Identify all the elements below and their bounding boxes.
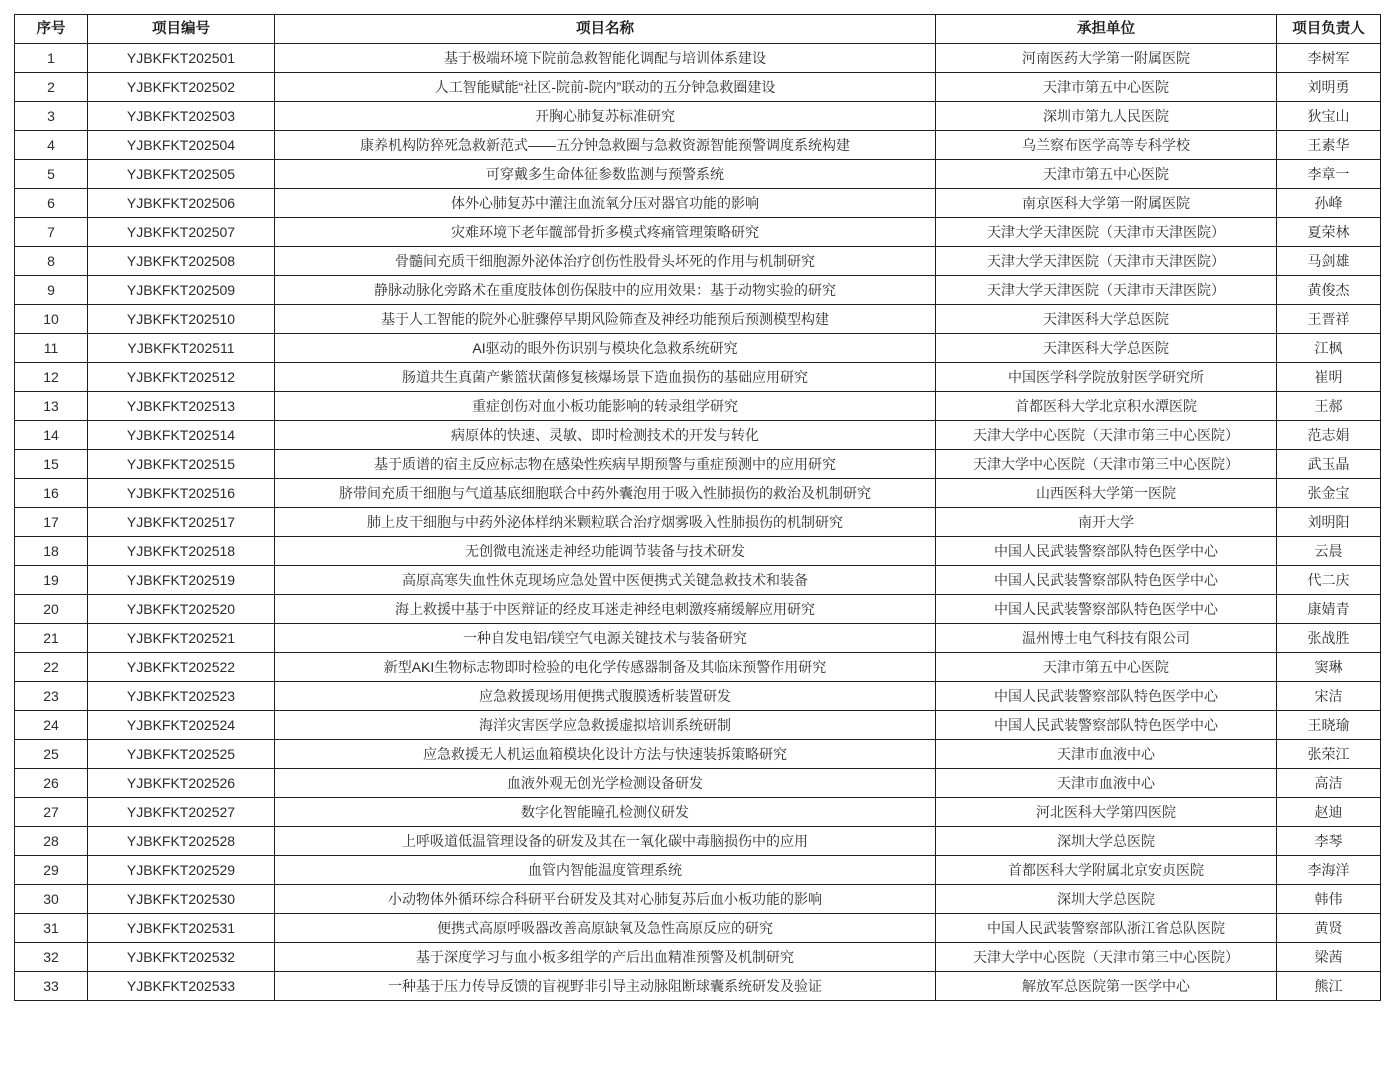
- cell-seq: 22: [15, 653, 88, 682]
- cell-project-leader: 窦琳: [1277, 653, 1381, 682]
- cell-project-leader: 宋洁: [1277, 682, 1381, 711]
- cell-project-title: 体外心肺复苏中灌注血流氧分压对器官功能的影响: [275, 189, 936, 218]
- cell-project-code: YJBKFKT202519: [88, 566, 275, 595]
- table-row: [15, 943, 1381, 972]
- cell-project-title: 上呼吸道低温管理设备的研发及其在一氧化碳中毒脑损伤中的应用: [275, 827, 936, 856]
- cell-project-leader: 张金宝: [1277, 479, 1381, 508]
- table-row: [15, 566, 1381, 595]
- table-body: [15, 44, 1381, 1001]
- table-row: [15, 44, 1381, 73]
- cell-seq: 13: [15, 392, 88, 421]
- cell-project-title: 数字化智能瞳孔检测仪研发: [275, 798, 936, 827]
- cell-project-leader: 刘明阳: [1277, 508, 1381, 537]
- cell-project-code: YJBKFKT202512: [88, 363, 275, 392]
- cell-seq: 33: [15, 972, 88, 1001]
- cell-project-code: YJBKFKT202511: [88, 334, 275, 363]
- table-row: [15, 740, 1381, 769]
- column-header-seq: 序号: [15, 15, 88, 44]
- cell-project-leader: 代二庆: [1277, 566, 1381, 595]
- cell-project-title: 康养机构防猝死急救新范式——五分钟急救圈与急救资源智能预警调度系统构建: [275, 131, 936, 160]
- cell-project-code: YJBKFKT202513: [88, 392, 275, 421]
- cell-project-title: 新型AKI生物标志物即时检验的电化学传感器制备及其临床预警作用研究: [275, 653, 936, 682]
- cell-seq: 9: [15, 276, 88, 305]
- table-row: [15, 73, 1381, 102]
- table-row: [15, 972, 1381, 1001]
- header-row: [15, 15, 1381, 44]
- table-row: [15, 798, 1381, 827]
- column-header-leader: 项目负责人: [1277, 15, 1381, 44]
- table-row: [15, 624, 1381, 653]
- cell-project-title: 人工智能赋能“社区-院前-院内”联动的五分钟急救圈建设: [275, 73, 936, 102]
- cell-project-leader: 王晋祥: [1277, 305, 1381, 334]
- cell-project-leader: 王晓瑜: [1277, 711, 1381, 740]
- cell-project-title: 应急救援无人机运血箱模块化设计方法与快速装拆策略研究: [275, 740, 936, 769]
- cell-project-title: 血液外观无创光学检测设备研发: [275, 769, 936, 798]
- cell-undertaking-unit: 深圳大学总医院: [936, 885, 1277, 914]
- cell-project-leader: 康婧青: [1277, 595, 1381, 624]
- cell-undertaking-unit: 天津大学中心医院（天津市第三中心医院）: [936, 943, 1277, 972]
- cell-project-code: YJBKFKT202514: [88, 421, 275, 450]
- cell-seq: 1: [15, 44, 88, 73]
- cell-project-leader: 熊江: [1277, 972, 1381, 1001]
- cell-undertaking-unit: 深圳市第九人民医院: [936, 102, 1277, 131]
- cell-undertaking-unit: 天津市第五中心医院: [936, 160, 1277, 189]
- cell-project-code: YJBKFKT202522: [88, 653, 275, 682]
- table-row: [15, 914, 1381, 943]
- cell-project-code: YJBKFKT202508: [88, 247, 275, 276]
- cell-project-title: 开胸心肺复苏标准研究: [275, 102, 936, 131]
- cell-project-title: 血管内智能温度管理系统: [275, 856, 936, 885]
- cell-project-title: 海洋灾害医学应急救援虚拟培训系统研制: [275, 711, 936, 740]
- table-row: [15, 131, 1381, 160]
- cell-project-leader: 张荣江: [1277, 740, 1381, 769]
- cell-project-code: YJBKFKT202518: [88, 537, 275, 566]
- cell-undertaking-unit: 中国人民武装警察部队浙江省总队医院: [936, 914, 1277, 943]
- cell-undertaking-unit: 中国人民武装警察部队特色医学中心: [936, 566, 1277, 595]
- cell-project-code: YJBKFKT202507: [88, 218, 275, 247]
- cell-project-code: YJBKFKT202527: [88, 798, 275, 827]
- cell-project-title: 肺上皮干细胞与中药外泌体样纳米颗粒联合治疗烟雾吸入性肺损伤的机制研究: [275, 508, 936, 537]
- cell-project-code: YJBKFKT202501: [88, 44, 275, 73]
- cell-seq: 3: [15, 102, 88, 131]
- cell-project-code: YJBKFKT202521: [88, 624, 275, 653]
- cell-project-code: YJBKFKT202530: [88, 885, 275, 914]
- cell-project-title: 一种基于压力传导反馈的盲视野非引导主动脉阻断球囊系统研发及验证: [275, 972, 936, 1001]
- cell-undertaking-unit: 天津市血液中心: [936, 740, 1277, 769]
- cell-project-title: 静脉动脉化旁路术在重度肢体创伤保肢中的应用效果：基于动物实验的研究: [275, 276, 936, 305]
- table-row: [15, 595, 1381, 624]
- cell-project-code: YJBKFKT202520: [88, 595, 275, 624]
- cell-seq: 6: [15, 189, 88, 218]
- cell-project-title: 便携式高原呼吸器改善高原缺氧及急性高原反应的研究: [275, 914, 936, 943]
- table-row: [15, 682, 1381, 711]
- cell-undertaking-unit: 中国人民武装警察部队特色医学中心: [936, 711, 1277, 740]
- cell-seq: 15: [15, 450, 88, 479]
- table-row: [15, 218, 1381, 247]
- cell-undertaking-unit: 天津大学天津医院（天津市天津医院）: [936, 247, 1277, 276]
- cell-seq: 20: [15, 595, 88, 624]
- cell-undertaking-unit: 中国人民武装警察部队特色医学中心: [936, 682, 1277, 711]
- cell-project-leader: 刘明勇: [1277, 73, 1381, 102]
- cell-undertaking-unit: 首都医科大学附属北京安贞医院: [936, 856, 1277, 885]
- cell-project-code: YJBKFKT202526: [88, 769, 275, 798]
- cell-seq: 10: [15, 305, 88, 334]
- cell-project-code: YJBKFKT202505: [88, 160, 275, 189]
- cell-project-title: 基于人工智能的院外心脏骤停早期风险筛查及神经功能预后预测模型构建: [275, 305, 936, 334]
- table-row: [15, 653, 1381, 682]
- cell-project-leader: 云晨: [1277, 537, 1381, 566]
- table-row: [15, 189, 1381, 218]
- cell-project-leader: 狄宝山: [1277, 102, 1381, 131]
- cell-undertaking-unit: 山西医科大学第一医院: [936, 479, 1277, 508]
- cell-seq: 29: [15, 856, 88, 885]
- cell-undertaking-unit: 天津医科大学总医院: [936, 334, 1277, 363]
- cell-project-code: YJBKFKT202510: [88, 305, 275, 334]
- cell-project-leader: 黄俊杰: [1277, 276, 1381, 305]
- column-header-title: 项目名称: [275, 15, 936, 44]
- cell-project-code: YJBKFKT202529: [88, 856, 275, 885]
- cell-undertaking-unit: 天津医科大学总医院: [936, 305, 1277, 334]
- table-row: [15, 392, 1381, 421]
- cell-seq: 31: [15, 914, 88, 943]
- cell-seq: 21: [15, 624, 88, 653]
- cell-project-leader: 马剑雄: [1277, 247, 1381, 276]
- cell-project-leader: 高洁: [1277, 769, 1381, 798]
- cell-seq: 23: [15, 682, 88, 711]
- cell-project-title: 高原高寒失血性休克现场应急处置中医便携式关键急救技术和装备: [275, 566, 936, 595]
- cell-undertaking-unit: 解放军总医院第一医学中心: [936, 972, 1277, 1001]
- cell-undertaking-unit: 中国人民武装警察部队特色医学中心: [936, 537, 1277, 566]
- cell-undertaking-unit: 河南医药大学第一附属医院: [936, 44, 1277, 73]
- cell-seq: 16: [15, 479, 88, 508]
- cell-seq: 14: [15, 421, 88, 450]
- cell-project-leader: 夏荣林: [1277, 218, 1381, 247]
- cell-seq: 24: [15, 711, 88, 740]
- table-row: [15, 537, 1381, 566]
- cell-undertaking-unit: 中国医学科学院放射医学研究所: [936, 363, 1277, 392]
- cell-seq: 5: [15, 160, 88, 189]
- cell-undertaking-unit: 南开大学: [936, 508, 1277, 537]
- table-row: [15, 102, 1381, 131]
- cell-project-code: YJBKFKT202515: [88, 450, 275, 479]
- cell-undertaking-unit: 温州博士电气科技有限公司: [936, 624, 1277, 653]
- project-list-table: [14, 14, 1381, 1001]
- cell-undertaking-unit: 天津大学天津医院（天津市天津医院）: [936, 218, 1277, 247]
- cell-project-leader: 范志娟: [1277, 421, 1381, 450]
- cell-seq: 2: [15, 73, 88, 102]
- cell-project-leader: 张战胜: [1277, 624, 1381, 653]
- cell-undertaking-unit: 乌兰察布医学高等专科学校: [936, 131, 1277, 160]
- cell-project-code: YJBKFKT202506: [88, 189, 275, 218]
- cell-project-leader: 韩伟: [1277, 885, 1381, 914]
- cell-project-title: 骨髓间充质干细胞源外泌体治疗创伤性股骨头坏死的作用与机制研究: [275, 247, 936, 276]
- table-row: [15, 508, 1381, 537]
- cell-project-title: 小动物体外循环综合科研平台研发及其对心肺复苏后血小板功能的影响: [275, 885, 936, 914]
- cell-seq: 12: [15, 363, 88, 392]
- cell-project-title: 基于深度学习与血小板多组学的产后出血精准预警及机制研究: [275, 943, 936, 972]
- cell-project-leader: 黄贤: [1277, 914, 1381, 943]
- cell-seq: 11: [15, 334, 88, 363]
- table-row: [15, 450, 1381, 479]
- cell-seq: 28: [15, 827, 88, 856]
- cell-project-title: 可穿戴多生命体征参数监测与预警系统: [275, 160, 936, 189]
- cell-project-code: YJBKFKT202503: [88, 102, 275, 131]
- cell-project-code: YJBKFKT202528: [88, 827, 275, 856]
- cell-project-title: 病原体的快速、灵敏、即时检测技术的开发与转化: [275, 421, 936, 450]
- cell-project-leader: 江枫: [1277, 334, 1381, 363]
- cell-project-code: YJBKFKT202532: [88, 943, 275, 972]
- cell-project-code: YJBKFKT202516: [88, 479, 275, 508]
- table-row: [15, 247, 1381, 276]
- cell-project-leader: 李琴: [1277, 827, 1381, 856]
- column-header-code: 项目编号: [88, 15, 275, 44]
- cell-project-title: 基于极端环境下院前急救智能化调配与培训体系建设: [275, 44, 936, 73]
- cell-project-code: YJBKFKT202531: [88, 914, 275, 943]
- cell-undertaking-unit: 河北医科大学第四医院: [936, 798, 1277, 827]
- cell-project-leader: 赵迪: [1277, 798, 1381, 827]
- cell-project-leader: 梁茜: [1277, 943, 1381, 972]
- cell-seq: 18: [15, 537, 88, 566]
- cell-undertaking-unit: 天津市第五中心医院: [936, 73, 1277, 102]
- table-row: [15, 421, 1381, 450]
- cell-undertaking-unit: 天津市第五中心医院: [936, 653, 1277, 682]
- column-header-unit: 承担单位: [936, 15, 1277, 44]
- table-row: [15, 885, 1381, 914]
- table-row: [15, 769, 1381, 798]
- cell-project-code: YJBKFKT202509: [88, 276, 275, 305]
- cell-project-leader: 王素华: [1277, 131, 1381, 160]
- cell-project-title: 肠道共生真菌产紫篮状菌修复核爆场景下造血损伤的基础应用研究: [275, 363, 936, 392]
- cell-project-title: 一种自发电铝/镁空气电源关键技术与装备研究: [275, 624, 936, 653]
- table-row: [15, 363, 1381, 392]
- table-row: [15, 827, 1381, 856]
- cell-project-code: YJBKFKT202533: [88, 972, 275, 1001]
- cell-project-leader: 李章一: [1277, 160, 1381, 189]
- cell-seq: 26: [15, 769, 88, 798]
- cell-project-leader: 孙峰: [1277, 189, 1381, 218]
- cell-undertaking-unit: 南京医科大学第一附属医院: [936, 189, 1277, 218]
- cell-project-title: 应急救援现场用便携式腹膜透析装置研发: [275, 682, 936, 711]
- cell-project-leader: 李海洋: [1277, 856, 1381, 885]
- table-header: [15, 15, 1381, 44]
- table-row: [15, 305, 1381, 334]
- cell-project-title: 无创微电流迷走神经功能调节装备与技术研发: [275, 537, 936, 566]
- cell-project-title: 海上救援中基于中医辩证的经皮耳迷走神经电刺激疼痛缓解应用研究: [275, 595, 936, 624]
- cell-project-code: YJBKFKT202517: [88, 508, 275, 537]
- cell-seq: 32: [15, 943, 88, 972]
- table-row: [15, 160, 1381, 189]
- cell-seq: 25: [15, 740, 88, 769]
- table-row: [15, 711, 1381, 740]
- cell-undertaking-unit: 天津大学中心医院（天津市第三中心医院）: [936, 421, 1277, 450]
- cell-project-leader: 王郝: [1277, 392, 1381, 421]
- cell-project-code: YJBKFKT202504: [88, 131, 275, 160]
- cell-project-title: 灾难环境下老年髋部骨折多模式疼痛管理策略研究: [275, 218, 936, 247]
- cell-project-leader: 武玉晶: [1277, 450, 1381, 479]
- cell-undertaking-unit: 深圳大学总医院: [936, 827, 1277, 856]
- cell-project-title: 重症创伤对血小板功能影响的转录组学研究: [275, 392, 936, 421]
- cell-project-title: 脐带间充质干细胞与气道基底细胞联合中药外囊泡用于吸入性肺损伤的救治及机制研究: [275, 479, 936, 508]
- table-row: [15, 334, 1381, 363]
- cell-project-leader: 李树军: [1277, 44, 1381, 73]
- cell-project-title: AI驱动的眼外伤识别与模块化急救系统研究: [275, 334, 936, 363]
- cell-project-leader: 崔明: [1277, 363, 1381, 392]
- cell-undertaking-unit: 天津市血液中心: [936, 769, 1277, 798]
- cell-undertaking-unit: 天津大学中心医院（天津市第三中心医院）: [936, 450, 1277, 479]
- cell-undertaking-unit: 首都医科大学北京积水潭医院: [936, 392, 1277, 421]
- cell-seq: 27: [15, 798, 88, 827]
- table-row: [15, 856, 1381, 885]
- cell-project-code: YJBKFKT202525: [88, 740, 275, 769]
- cell-seq: 17: [15, 508, 88, 537]
- cell-seq: 4: [15, 131, 88, 160]
- cell-project-code: YJBKFKT202523: [88, 682, 275, 711]
- cell-seq: 7: [15, 218, 88, 247]
- table-row: [15, 276, 1381, 305]
- cell-project-code: YJBKFKT202524: [88, 711, 275, 740]
- cell-undertaking-unit: 天津大学天津医院（天津市天津医院）: [936, 276, 1277, 305]
- table-row: [15, 479, 1381, 508]
- cell-seq: 8: [15, 247, 88, 276]
- cell-seq: 19: [15, 566, 88, 595]
- cell-project-code: YJBKFKT202502: [88, 73, 275, 102]
- cell-project-title: 基于质谱的宿主反应标志物在感染性疾病早期预警与重症预测中的应用研究: [275, 450, 936, 479]
- cell-seq: 30: [15, 885, 88, 914]
- cell-undertaking-unit: 中国人民武装警察部队特色医学中心: [936, 595, 1277, 624]
